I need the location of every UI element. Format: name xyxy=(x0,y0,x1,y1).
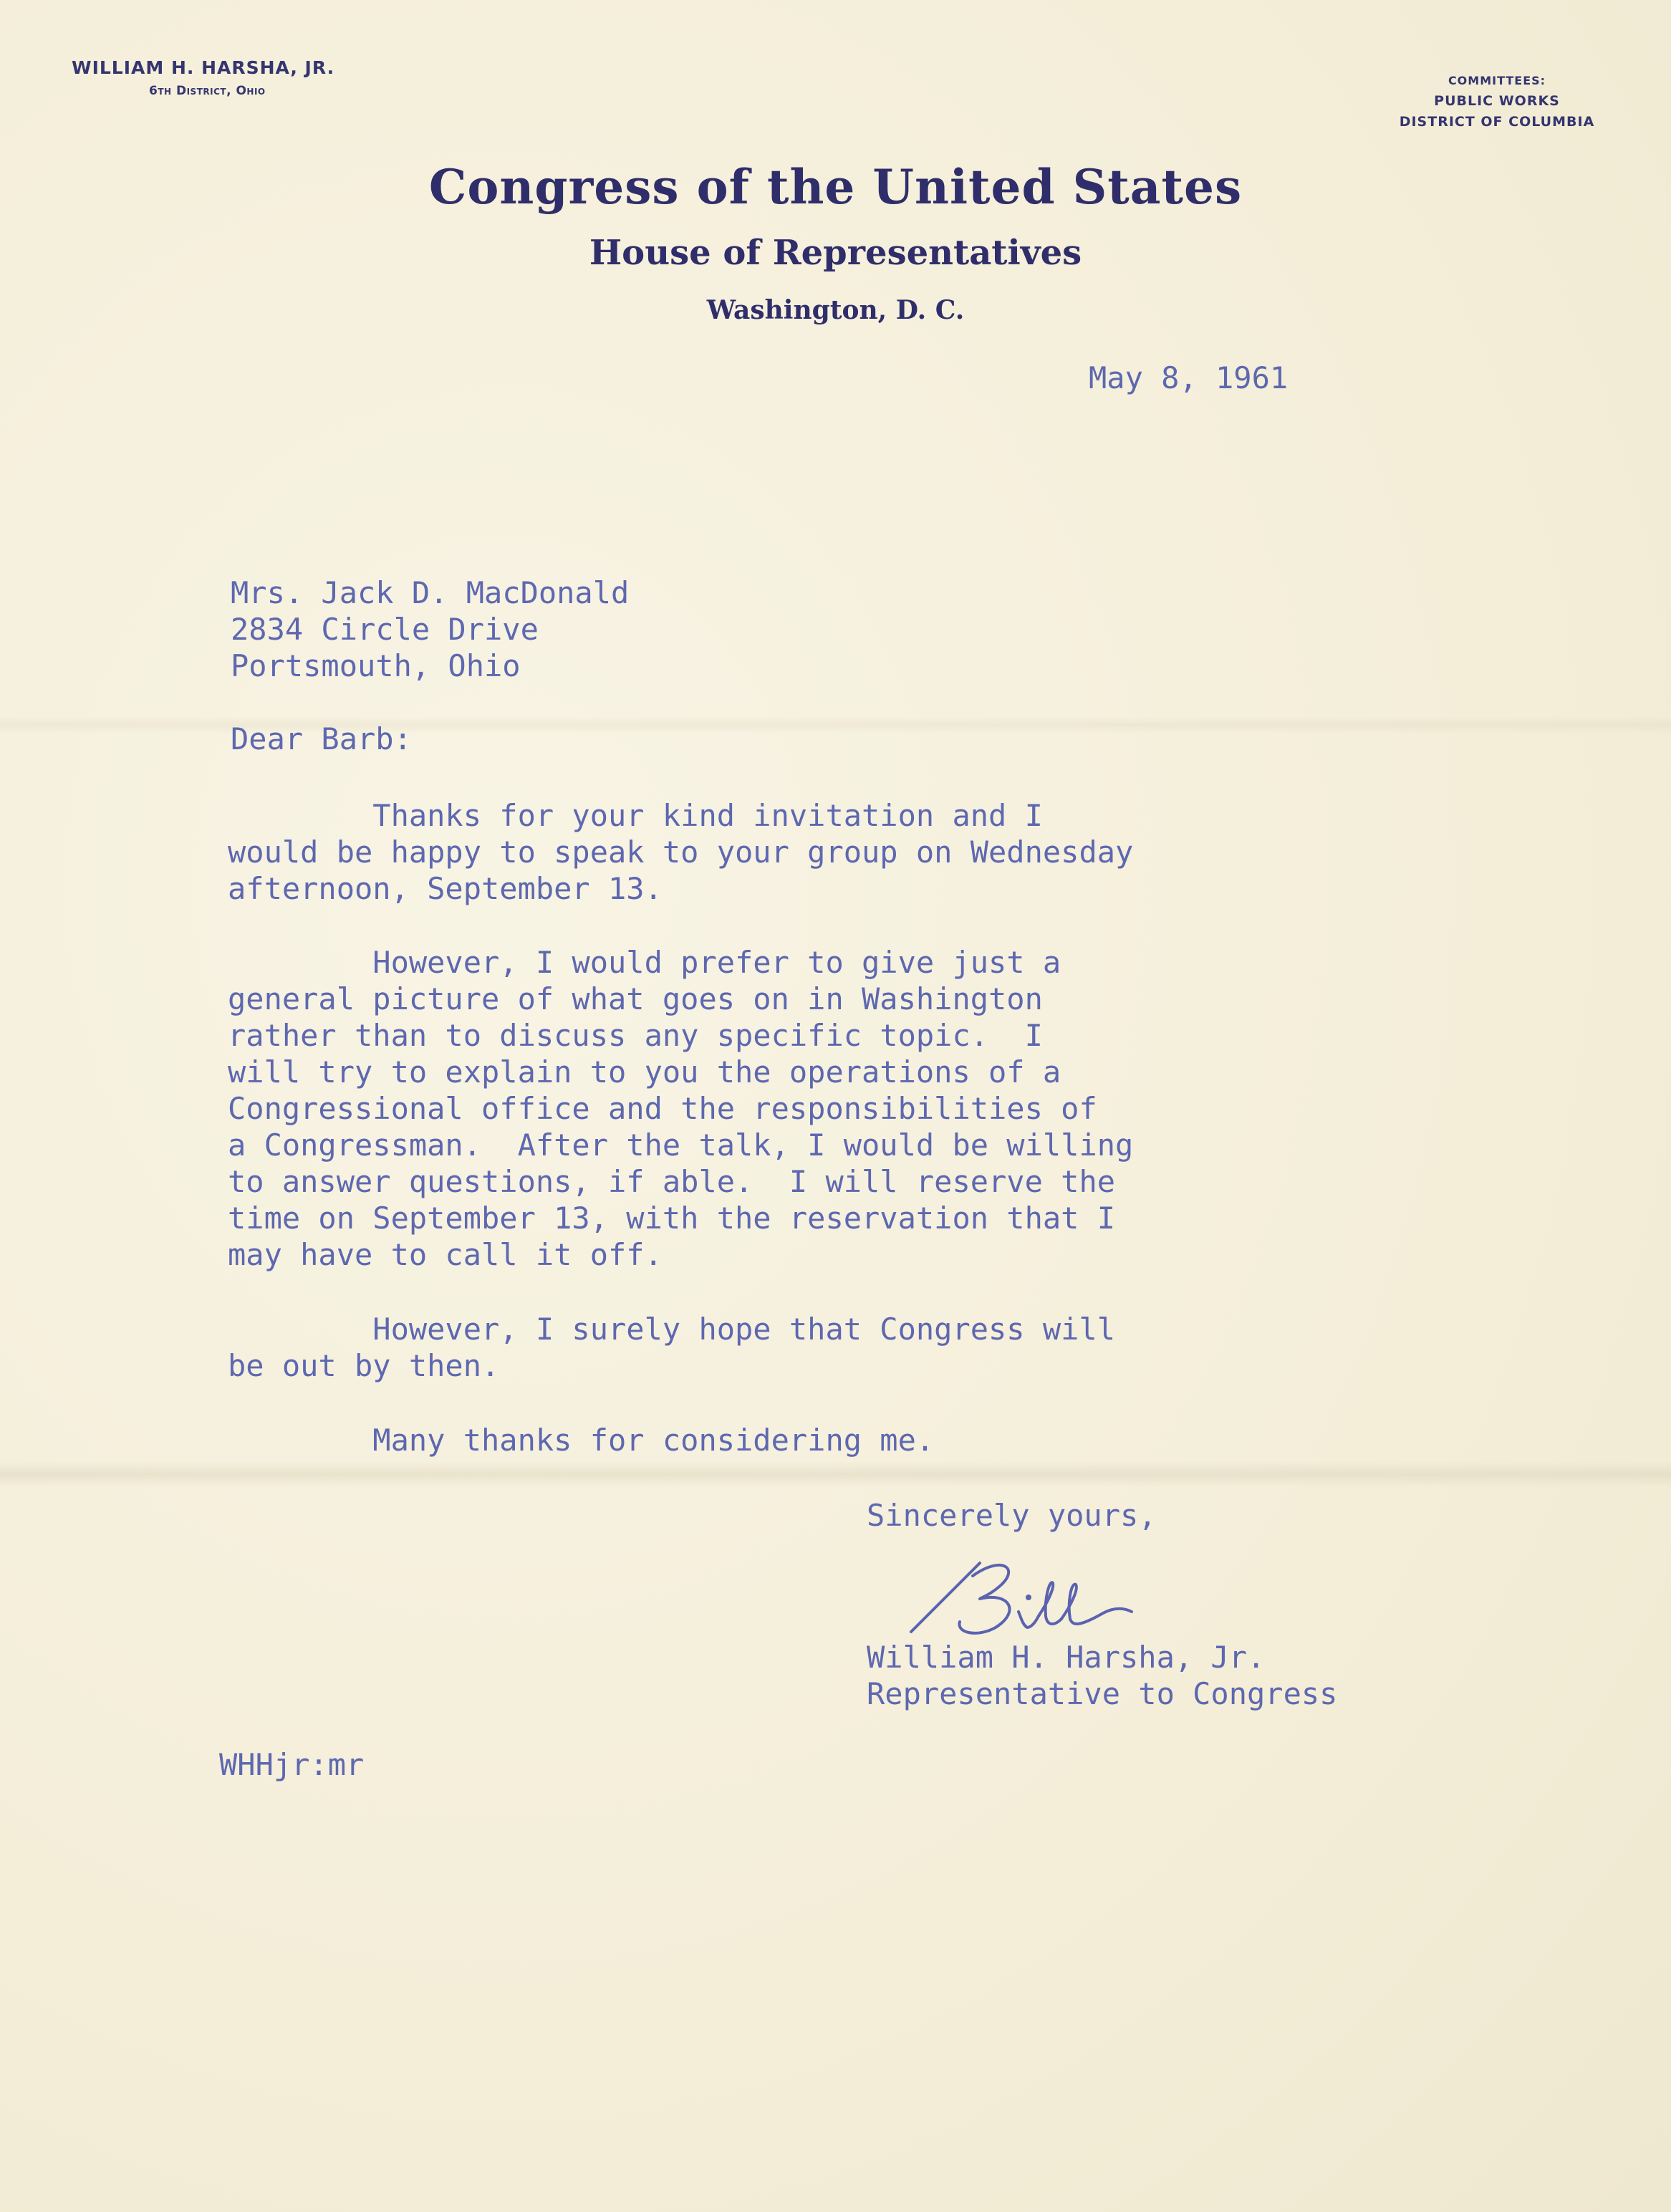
letterhead-house: House of Representatives xyxy=(589,233,1082,273)
paragraph-line: be out by then. xyxy=(228,1348,500,1383)
paragraph-line: Congressional office and the responsibilities of xyxy=(228,1091,1097,1126)
paragraph-line: Thanks for your kind invitation and I xyxy=(228,798,1043,833)
paragraph-line: to answer questions, if able. I will reserve the xyxy=(228,1164,1116,1199)
recipient-street: 2834 Circle Drive xyxy=(231,612,539,647)
signer-name: William H. Harsha, Jr. xyxy=(867,1640,1266,1675)
paragraph-1 xyxy=(228,797,1133,907)
paragraph-line: However, I surely hope that Congress will xyxy=(228,1312,1116,1347)
letter-date: May 8, 1961 xyxy=(1089,360,1289,395)
paragraph-line: may have to call it off. xyxy=(228,1237,663,1272)
paragraph-line: would be happy to speak to your group on Wednesday xyxy=(228,835,1134,870)
paragraph-line: time on September 13, with the reservation that I xyxy=(228,1201,1116,1236)
typist-initials: WHHjr:mr xyxy=(219,1747,365,1782)
paragraph-line: a Congressman. After the talk, I would be willing xyxy=(228,1127,1134,1163)
committee-public-works: PUBLIC WORKS xyxy=(1434,93,1560,109)
recipient-city: Portsmouth, Ohio xyxy=(231,648,521,683)
closing: Sincerely yours, xyxy=(867,1498,1157,1533)
recipient-name: Mrs. Jack D. MacDonald xyxy=(231,575,630,610)
committees-header xyxy=(1375,70,1619,133)
paragraph-line: rather than to discuss any specific topic. I xyxy=(228,1018,1043,1053)
letterhead-congress: Congress of the United States xyxy=(428,159,1243,215)
letterhead-city: Washington, D. C. xyxy=(706,295,965,325)
sender-name: WILLIAM H. HARSHA, JR. xyxy=(72,57,335,78)
paragraph-2 xyxy=(228,944,1133,1273)
signer-title: Representative to Congress xyxy=(867,1676,1338,1711)
greeting: Dear Barb: xyxy=(231,721,412,756)
paragraph-line: afternoon, September 13. xyxy=(228,871,663,906)
sender-district: 6th District, Ohio xyxy=(149,84,266,98)
sender-header xyxy=(72,57,334,98)
paragraph-line: However, I would prefer to give just a xyxy=(228,945,1061,980)
paragraph-line: will try to explain to you the operations of a xyxy=(228,1054,1061,1090)
signer-block xyxy=(867,1639,1337,1712)
committee-district-of-columbia: DISTRICT OF COLUMBIA xyxy=(1399,114,1595,130)
recipient-address xyxy=(231,574,629,684)
committees-label: COMMITTEES: xyxy=(1448,74,1546,87)
handwritten-signature xyxy=(895,1547,1139,1648)
paragraph-3 xyxy=(228,1311,1115,1384)
paragraph-line: general picture of what goes on in Washington xyxy=(228,981,1043,1016)
paragraph-4: Many thanks for considering me. xyxy=(228,1423,935,1458)
